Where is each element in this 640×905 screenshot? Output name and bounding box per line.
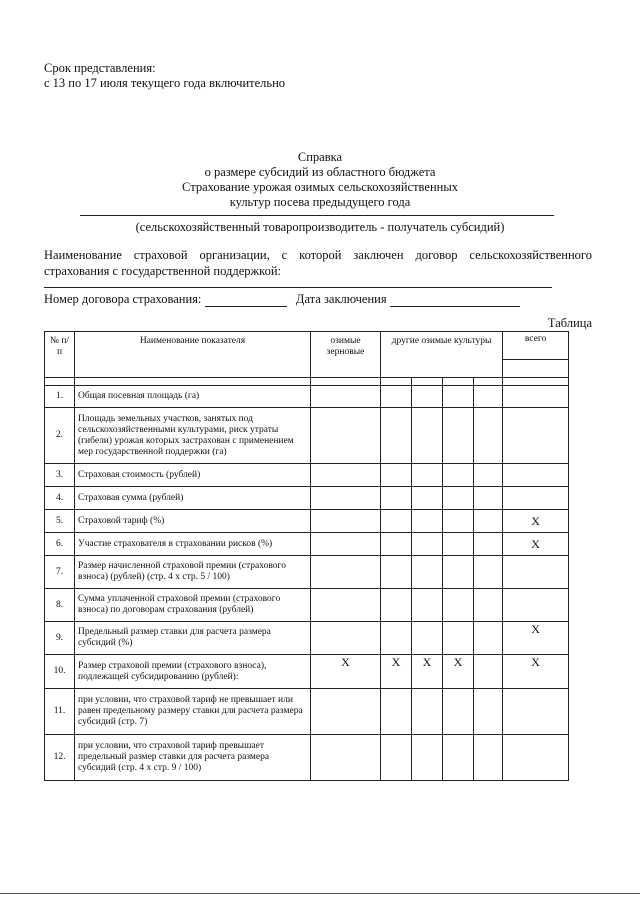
producer-name-line[interactable]: [80, 215, 554, 216]
value-cell[interactable]: X: [311, 655, 381, 689]
value-cell[interactable]: [311, 689, 381, 735]
row-number: 5.: [45, 510, 75, 533]
value-cell[interactable]: [412, 533, 443, 556]
value-cell[interactable]: [412, 622, 443, 655]
table-row: [45, 533, 569, 556]
row-number: 12.: [45, 735, 75, 781]
value-cell[interactable]: [503, 386, 569, 408]
row-indicator-name: Страховой тариф (%): [75, 510, 311, 533]
value-cell[interactable]: [503, 487, 569, 510]
value-cell[interactable]: [412, 735, 443, 781]
row-number: 8.: [45, 589, 75, 622]
value-cell[interactable]: [443, 556, 474, 589]
value-cell[interactable]: X: [381, 655, 412, 689]
row-number: 9.: [45, 622, 75, 655]
value-cell[interactable]: [381, 487, 412, 510]
row-number: 4.: [45, 487, 75, 510]
value-cell[interactable]: [443, 622, 474, 655]
producer-caption: (сельскохозяйственный товаропроизводитель - получатель субсидий): [135, 220, 505, 234]
subsidy-table: [44, 331, 569, 781]
contract-number-label: Номер договора страхования:: [44, 292, 202, 306]
value-cell[interactable]: X: [503, 655, 569, 689]
value-cell[interactable]: [381, 386, 412, 408]
row-indicator-name: при условии, что страховой тариф не превышает или равен предельному размеру ставки для расчета размера субсидий (стр. 7): [75, 689, 311, 735]
row-indicator-name: Страховая сумма (рублей): [75, 487, 311, 510]
table-row: [45, 735, 569, 781]
table-label: Таблица: [547, 316, 592, 330]
insurer-name-line[interactable]: [44, 287, 552, 288]
contract-info: [44, 292, 520, 307]
header-total-sub: [503, 360, 569, 378]
value-cell[interactable]: [311, 386, 381, 408]
value-cell[interactable]: [381, 589, 412, 622]
value-cell[interactable]: X: [503, 533, 569, 556]
value-cell[interactable]: [412, 510, 443, 533]
value-cell[interactable]: X: [503, 622, 569, 655]
title-line-3: Страхование урожая озимых сельскохозяйственных: [182, 180, 458, 194]
value-cell[interactable]: [503, 735, 569, 781]
value-cell[interactable]: [474, 386, 503, 408]
value-cell[interactable]: X: [503, 510, 569, 533]
value-cell[interactable]: [443, 735, 474, 781]
row-number: 3.: [45, 464, 75, 487]
value-cell[interactable]: [503, 556, 569, 589]
value-cell[interactable]: [381, 408, 412, 464]
page-bottom-line: [0, 893, 640, 894]
header-total: всего: [503, 332, 569, 360]
value-cell[interactable]: [311, 589, 381, 622]
value-cell[interactable]: [503, 689, 569, 735]
insurer-text: Наименование страховой организации, с которой заключен договор сельскохозяйственного страхования с государственной поддержкой:: [44, 248, 592, 278]
row-indicator-name: Площадь земельных участков, занятых под сельскохозяйственными культурами, риск утраты (гибели) урожая которых застрахован с применением мер государственной поддержки (га): [75, 408, 311, 464]
header-other-winter: другие озимые культуры: [381, 332, 503, 378]
table-row: [45, 655, 569, 689]
contract-date-field[interactable]: [390, 294, 520, 307]
submission-deadline: [44, 61, 285, 91]
value-cell[interactable]: [381, 735, 412, 781]
value-cell[interactable]: [503, 408, 569, 464]
value-cell[interactable]: [412, 386, 443, 408]
value-cell[interactable]: X: [443, 655, 474, 689]
value-cell[interactable]: [381, 510, 412, 533]
title-line-4: культур посева предыдущего года: [229, 195, 411, 209]
row-indicator-name: Предельный размер ставки для расчета размера субсидий (%): [75, 622, 311, 655]
value-cell[interactable]: X: [412, 655, 443, 689]
value-cell[interactable]: [311, 622, 381, 655]
value-cell[interactable]: [443, 464, 474, 487]
value-cell[interactable]: [381, 556, 412, 589]
value-cell[interactable]: [474, 408, 503, 464]
value-cell[interactable]: [443, 589, 474, 622]
value-cell[interactable]: [311, 533, 381, 556]
row-indicator-name: Сумма уплаченной страховой премии (страхового взноса) по договорам страхования (рублей): [75, 589, 311, 622]
table-row: [45, 386, 569, 408]
value-cell[interactable]: [311, 487, 381, 510]
title-line-1: Справка: [297, 150, 343, 164]
value-cell[interactable]: [311, 408, 381, 464]
row-indicator-name: Размер начисленной страховой премии (страхового взноса) (рублей) (стр. 4 х стр. 5 / 100): [75, 556, 311, 589]
table-row: [45, 510, 569, 533]
contract-date-label: Дата заключения: [295, 292, 387, 306]
row-number: 11.: [45, 689, 75, 735]
row-indicator-name: Страховая стоимость (рублей): [75, 464, 311, 487]
value-cell[interactable]: [443, 533, 474, 556]
value-cell[interactable]: [412, 689, 443, 735]
value-cell[interactable]: [474, 735, 503, 781]
header-indicator-name: Наименование показателя: [75, 332, 311, 378]
value-cell[interactable]: [311, 556, 381, 589]
value-cell[interactable]: [474, 556, 503, 589]
row-indicator-name: Участие страхователя в страховании рисков (%): [75, 533, 311, 556]
deadline-dates: с 13 по 17 июля текущего года включительно: [44, 76, 286, 90]
value-cell[interactable]: [381, 689, 412, 735]
row-indicator-name: Размер страховой премии (страхового взноса), подлежащей субсидированию (рублей):: [75, 655, 311, 689]
value-cell[interactable]: [412, 464, 443, 487]
table-row: [45, 408, 569, 464]
value-cell[interactable]: [381, 464, 412, 487]
value-cell[interactable]: [474, 464, 503, 487]
row-number: 2.: [45, 408, 75, 464]
row-number: 6.: [45, 533, 75, 556]
value-cell[interactable]: [311, 510, 381, 533]
value-cell[interactable]: [474, 589, 503, 622]
value-cell[interactable]: [381, 533, 412, 556]
value-cell[interactable]: [474, 655, 503, 689]
row-number: 1.: [45, 386, 75, 408]
row-indicator-name: при условии, что страховой тариф превышает предельный размер ставки для расчета размера субсидий (стр. 4 х стр. 9 / 100): [75, 735, 311, 781]
value-cell[interactable]: [474, 533, 503, 556]
value-cell[interactable]: [474, 487, 503, 510]
value-cell[interactable]: [412, 487, 443, 510]
table-row: [45, 487, 569, 510]
value-cell[interactable]: [443, 386, 474, 408]
value-cell[interactable]: [443, 689, 474, 735]
value-cell[interactable]: [503, 589, 569, 622]
value-cell[interactable]: [474, 510, 503, 533]
value-cell[interactable]: [474, 689, 503, 735]
value-cell[interactable]: [412, 556, 443, 589]
row-indicator-name: Общая посевная площадь (га): [75, 386, 311, 408]
document-title: [60, 150, 580, 210]
title-line-2: о размере субсидий из областного бюджета: [204, 165, 436, 179]
value-cell[interactable]: [443, 487, 474, 510]
table-row: [45, 689, 569, 735]
header-num: № п/п: [45, 332, 75, 378]
table-row: [45, 556, 569, 589]
row-number: 10.: [45, 655, 75, 689]
value-cell[interactable]: [503, 464, 569, 487]
deadline-label: Срок представления:: [44, 61, 156, 75]
value-cell[interactable]: [443, 408, 474, 464]
table-row: [45, 622, 569, 655]
value-cell[interactable]: [311, 464, 381, 487]
contract-number-field[interactable]: [205, 294, 287, 307]
value-cell[interactable]: [474, 622, 503, 655]
table-row: [45, 464, 569, 487]
row-number: 7.: [45, 556, 75, 589]
value-cell[interactable]: [412, 589, 443, 622]
value-cell[interactable]: [311, 735, 381, 781]
header-winter-grain: озимые зерновые: [311, 332, 381, 378]
table-row: [45, 589, 569, 622]
value-cell[interactable]: [443, 510, 474, 533]
value-cell[interactable]: [412, 408, 443, 464]
value-cell[interactable]: [381, 622, 412, 655]
